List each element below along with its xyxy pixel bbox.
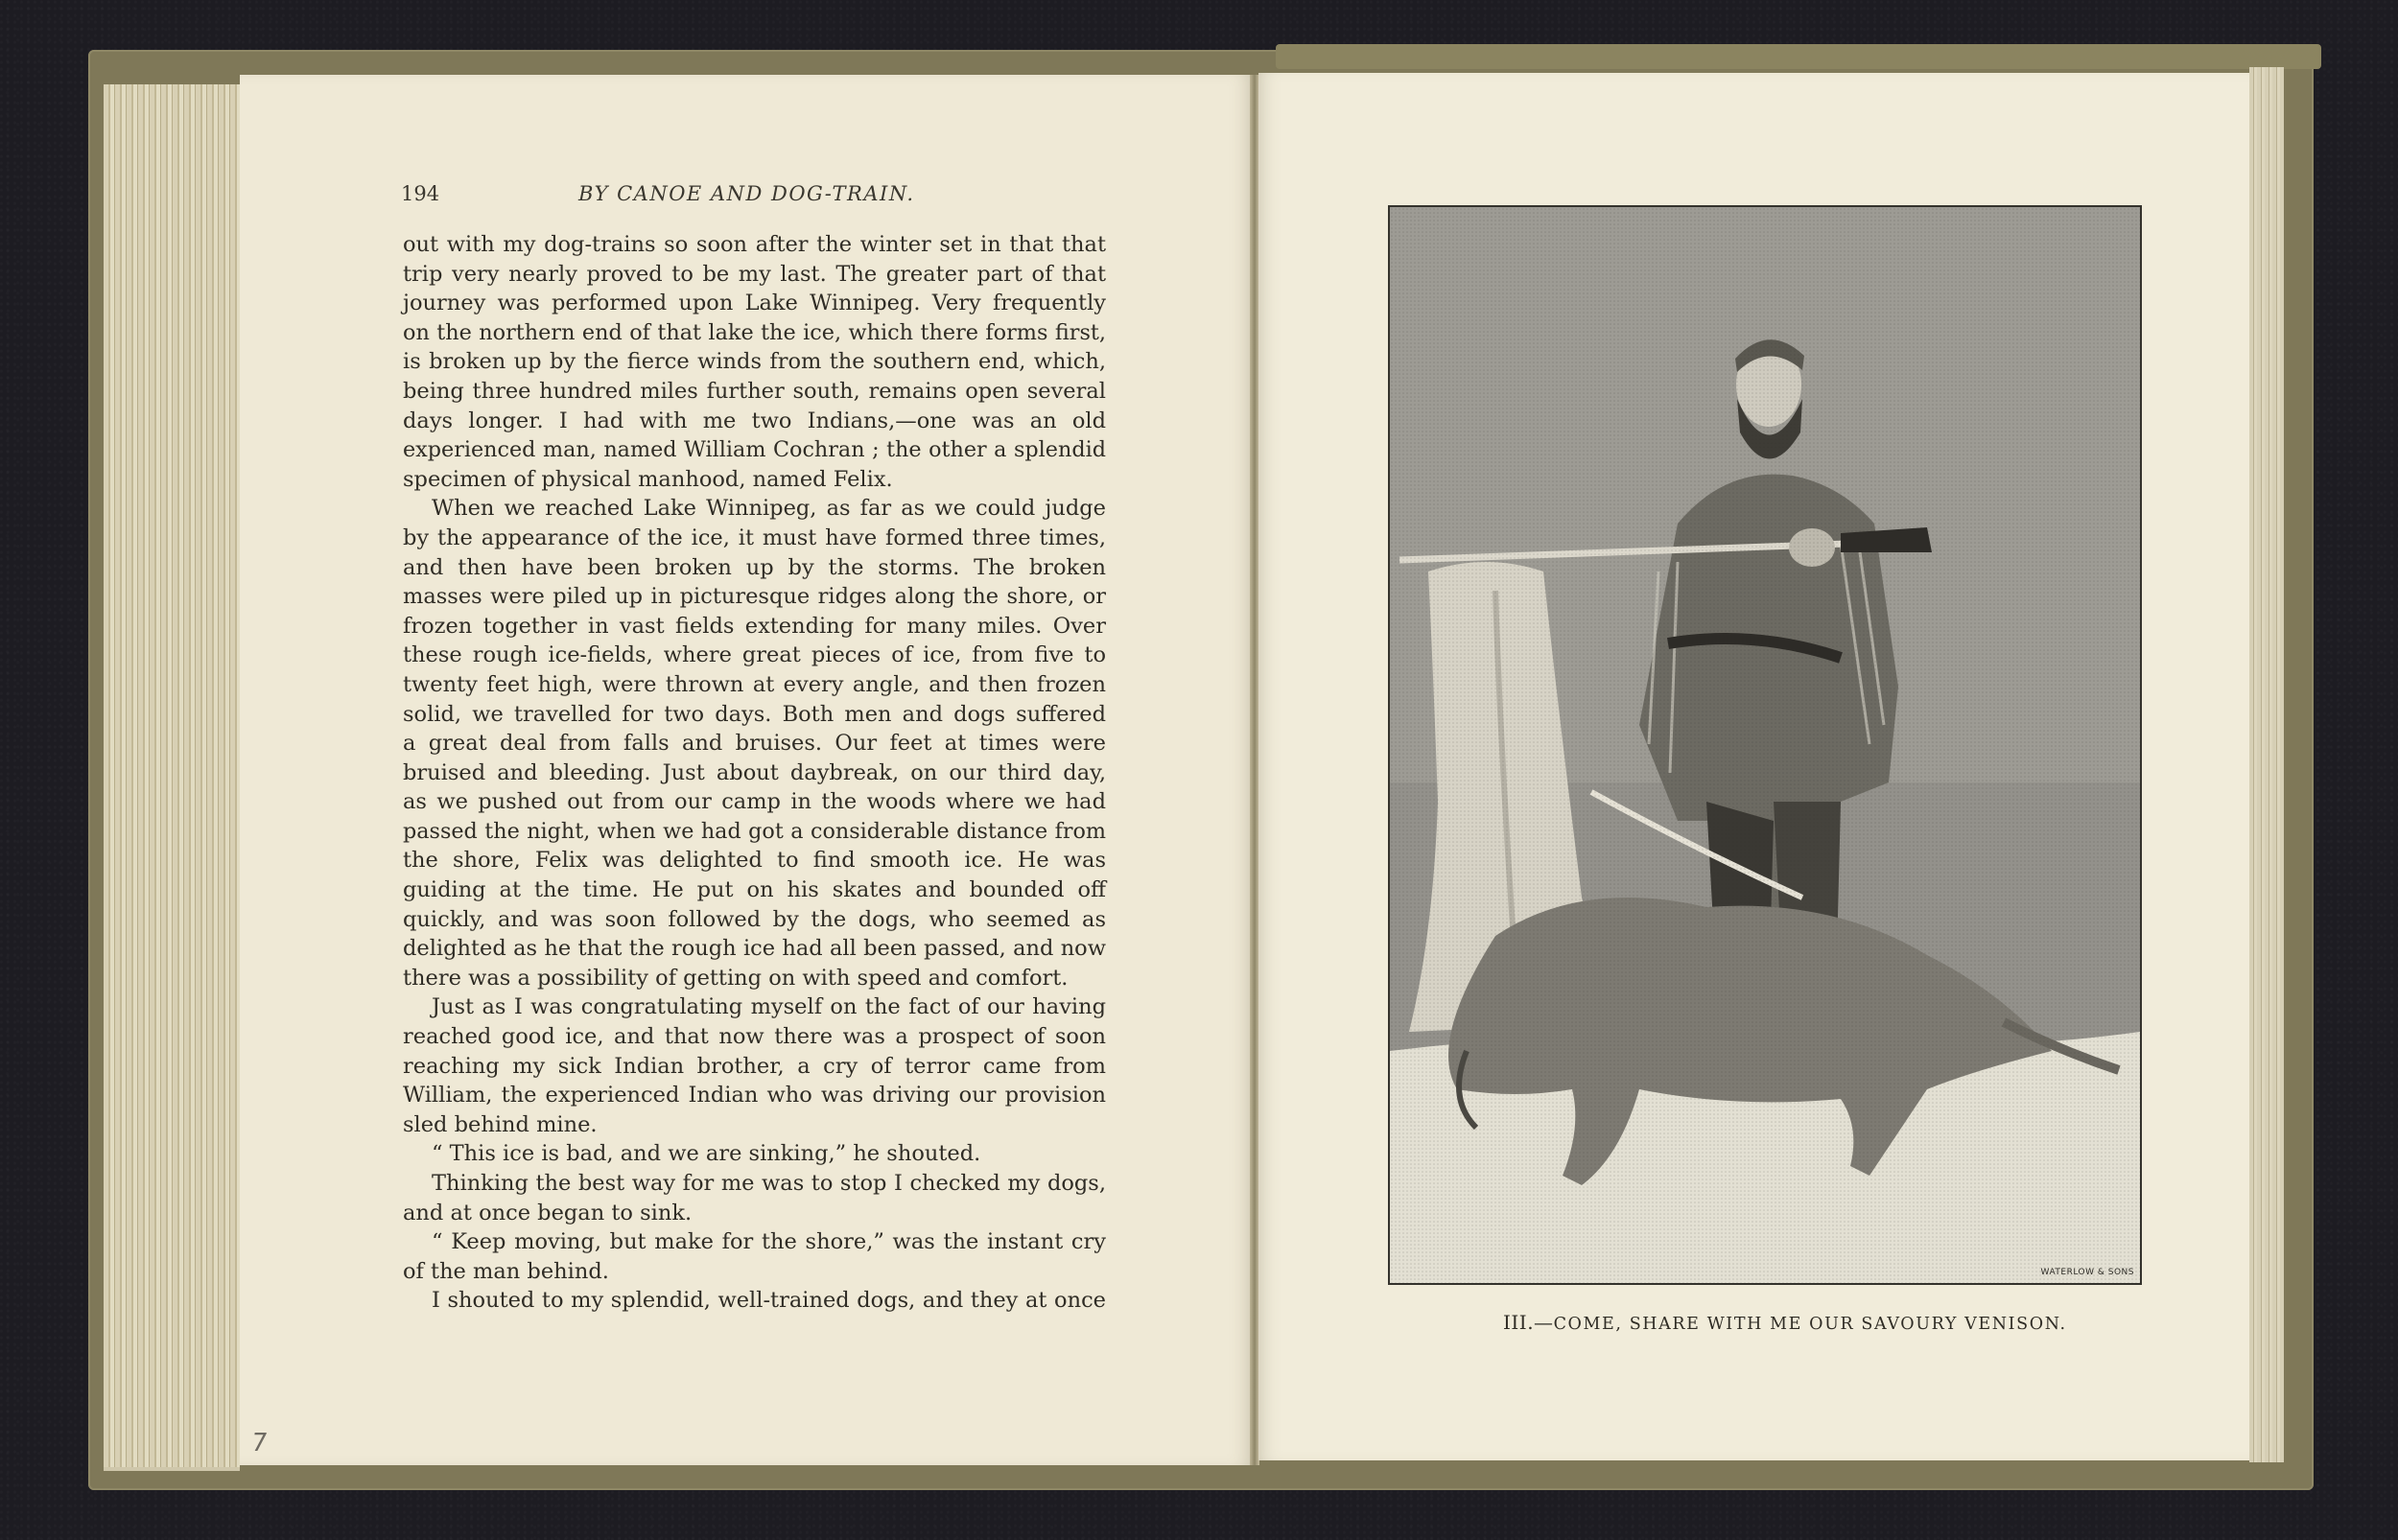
- text-line: by the appearance of the ice, it must have formed three times,: [403, 525, 1106, 550]
- text-line: quickly, and was soon followed by the dogs, who seemed as: [403, 906, 1106, 932]
- text-line: and then have been broken up by the storms. The broken: [403, 554, 1106, 580]
- text-line: journey was performed upon Lake Winnipeg. Very frequently: [403, 291, 1106, 316]
- text-line: I shouted to my splendid, well-trained dogs, and they at once: [432, 1288, 1106, 1314]
- plate-caption-text: COME, SHARE WITH ME OUR SAVOURY VENISON.: [1553, 1315, 2067, 1334]
- text-line: days longer. I had with me two Indians,—one was an old: [403, 408, 1106, 433]
- text-line: as we pushed out from our camp in the woods where we had: [403, 789, 1106, 815]
- running-head: [401, 182, 1111, 215]
- text-line: masses were piled up in picturesque ridges along the shore, or: [403, 584, 1106, 610]
- text-line: there was a possibility of getting on with speed and comfort.: [403, 965, 1069, 991]
- plate-caption: [1503, 1311, 2067, 1334]
- text-line: of the man behind.: [403, 1258, 609, 1284]
- text-line: out with my dog-trains so soon after the winter set in that that: [403, 232, 1106, 257]
- text-line: on the northern end of that lake the ice, which there forms first,: [403, 319, 1106, 345]
- text-line: a great deal from falls and bruises. Our feet at times were: [403, 731, 1106, 757]
- text-line: Thinking the best way for me was to stop I checked my dogs,: [432, 1171, 1106, 1196]
- plate-caption-number: III.—: [1503, 1311, 1554, 1334]
- photo-plate: [1388, 205, 2142, 1285]
- text-line: the shore, Felix was delighted to find smooth ice. He was: [403, 848, 1106, 874]
- pencil-mark: 7: [248, 1429, 270, 1458]
- text-line: delighted as he that the rough ice had all been passed, and now: [403, 936, 1106, 962]
- book-cover-edge: [1276, 44, 2321, 69]
- body-text: [403, 230, 1106, 1316]
- text-line: When we reached Lake Winnipeg, as far as we could judge: [432, 496, 1106, 522]
- text-line: and at once began to sink.: [403, 1200, 693, 1225]
- text-line: frozen together in vast fields extending for many miles. Over: [403, 613, 1106, 639]
- text-line: “ Keep moving, but make for the shore,” was the instant cry: [432, 1229, 1106, 1255]
- text-line: reaching my sick Indian brother, a cry of terror came from: [403, 1053, 1106, 1079]
- text-line: bruised and bleeding. Just about daybreak, on our third day,: [403, 759, 1106, 785]
- text-line: passed the night, when we had got a considerable distance from: [403, 818, 1106, 844]
- left-fore-edge: [104, 84, 240, 1471]
- text-line: is broken up by the fierce winds from the southern end, which,: [403, 349, 1106, 375]
- text-line: twenty feet high, were thrown at every angle, and then frozen: [403, 671, 1106, 697]
- text-line: specimen of physical manhood, named Felix.: [403, 466, 893, 492]
- text-line: solid, we travelled for two days. Both men and dogs suffered: [403, 701, 1106, 727]
- text-line: reached good ice, and that now there was a prospect of soon: [403, 1024, 1106, 1050]
- text-line: “ This ice is bad, and we are sinking,” he shouted.: [432, 1141, 981, 1167]
- right-fore-edge: [2249, 67, 2284, 1462]
- text-line: Just as I was congratulating myself on the fact of our having: [432, 994, 1106, 1020]
- plate-illustration: [1390, 207, 2140, 1283]
- engraver-credit: WATERLOW & SONS: [2040, 1268, 2134, 1277]
- text-line: these rough ice-fields, where great pieces of ice, from five to: [403, 642, 1106, 668]
- page-number: 194: [401, 182, 440, 205]
- text-line: being three hundred miles further south, remains open several: [403, 378, 1106, 404]
- running-title: BY CANOE AND DOG-TRAIN.: [578, 182, 915, 205]
- text-line: experienced man, named William Cochran ; the other a splendid: [403, 437, 1106, 463]
- text-line: William, the experienced Indian who was driving our provision: [403, 1083, 1106, 1108]
- text-line: trip very nearly proved to be my last. The greater part of that: [403, 261, 1106, 287]
- text-line: guiding at the time. He put on his skates and bounded off: [403, 877, 1106, 903]
- text-line: sled behind mine.: [403, 1111, 598, 1137]
